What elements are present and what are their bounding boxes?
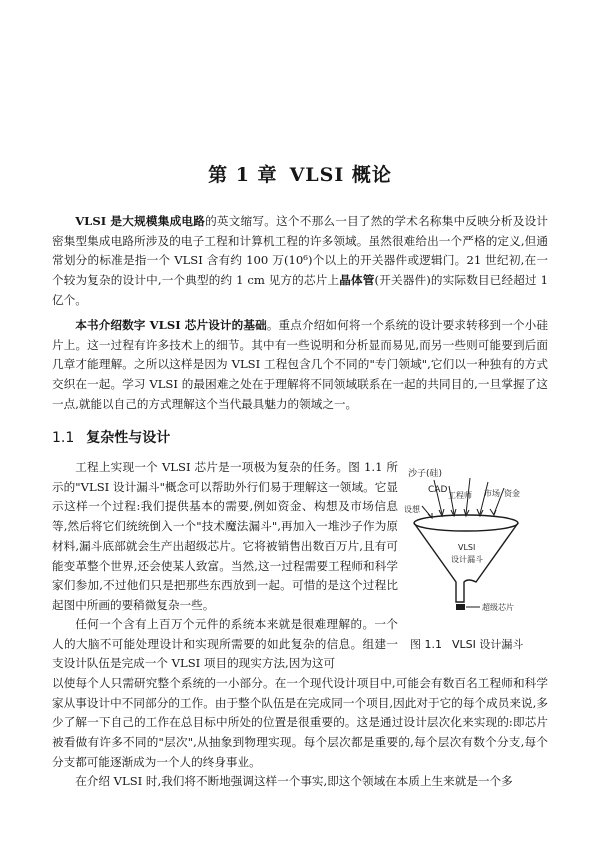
label-cad: CAD — [428, 485, 448, 495]
book-focus-lead: 本书介绍数字 VLSI 芯片设计的基础 — [75, 318, 267, 332]
figure-number: 图 1.1 — [410, 638, 442, 651]
label-market: 市场 — [484, 489, 500, 498]
figure-caption-text: VLSI 设计漏斗 — [452, 638, 524, 651]
figure-caption — [410, 636, 533, 652]
term-transistor: 晶体管 — [339, 273, 375, 288]
term-vlsi: VLSI 是大规模集成电路 — [75, 214, 206, 228]
section-paragraph-2-start: 任何一个含有上百万个元件的系统本来就是很难理解的。一个人的大脑不可能处理设计和实现所需要的如此复杂的信息。组建一支设计队伍是完成一个 VLSI 项目的现实方法,因为这可 — [52, 617, 398, 671]
funnel-rim — [414, 515, 518, 531]
chapter-title — [0, 160, 600, 187]
section-heading — [52, 427, 170, 447]
funnel-illustration — [404, 470, 554, 620]
label-sand: 沙子(硅) — [408, 469, 443, 479]
intro-paragraph-1 — [52, 212, 548, 311]
section-paragraph-1: 工程上实现一个 VLSI 芯片是一项极为复杂的任务。图 1.1 所示的"VLSI 设计漏斗"概念可以帮助外行们易于理解这一领域。它显示这样一个过程:我们提供基本的需要,例如资金、构想及市场信息等,然后将它们统统倒入一个"技术魔法漏斗",再加入一堆沙子作为原材料,漏斗底部就会生产出超级芯片。它将被销售出数百万片,且有可能变革整个世界,还会使某人致富。当然,这一过程需要工程师和科学家们参加,不过他们只是把那些东西放到一起。可惜的是这个过程比起图中所画的要稍微复杂一些。 — [52, 460, 398, 612]
section-paragraph-2-cont: 以使每个人只需研究整个系统的一小部分。在一个现代设计项目中,可能会有数百名工程师和科学家从事设计中不同部分的工作。由于整个队伍是在完成同一个项目,因此对于它的每个成员来说,多少了解一下自己的工作在总目标中所处的位置是很重要的。这是通过设计层次化来实现的:即芯片被看做有许多不同的"层次",从抽象到物理实现。每个层次都是重要的,每个层次有数个分支,每个分支都可能逐渐成为一个人的终身事业。 — [52, 676, 548, 769]
intro-paragraph-2 — [52, 316, 548, 415]
label-fund: 资金 — [504, 489, 520, 498]
chapter-number: 第 1 章 — [208, 164, 278, 186]
label-engineer: 工程师 — [448, 491, 472, 500]
section-paragraph-3: 在介绍 VLSI 时,我们将不断地强调这样一个事实,即这个领域在本质上生来就是一个多 — [75, 774, 513, 788]
section-title: 复杂性与设计 — [86, 430, 171, 446]
label-idea: 设想 — [404, 505, 420, 514]
intro-p1-end: (开关器件)的实际数目已经超过 1 亿个。 — [52, 273, 548, 307]
funnel-text-vlsi: VLSI — [458, 543, 476, 552]
section-number: 1.1 — [52, 430, 75, 446]
chip-icon — [456, 604, 465, 610]
intro-p2-text: 。重点介绍如何将一个系统的设计要求转移到一个小硅片上。这一过程有许多技术上的细节。其中有一些说明和分析显而易见,而另一些则可能要到后面几章才能理解。之所以这样是因为 VLSI 工程包含几个不同的"专门领域",它们以一种独有的方式交织在一起。学习 VLSI 的最困难之处在于理解将不同领域联系在一起的共同目的,一旦掌握了这一点,就能以自己的方式理解这个当代最具魅力的领域之一。 — [52, 318, 548, 411]
label-chip: 超级芯片 — [482, 603, 514, 612]
vlsi-design-funnel-figure — [404, 470, 554, 620]
intro-p1-text: 的英文缩写。这个不那么一目了然的学术名称集中反映分析及设计密集型集成电路所涉及的电子工程和计算机工程的许多领域。虽然很难给出一个严格的定义,但通常划分的标准是指一个 VLSI 含有约 100 万(10⁶)个以上的开关器件或逻辑门。21 世纪初,在一个较为复杂的设计中,一个典型的约 1 cm 见方的芯片上 — [52, 214, 548, 288]
funnel-text-design: 设计漏斗 — [451, 555, 483, 564]
chapter-name: VLSI 概论 — [289, 164, 392, 186]
